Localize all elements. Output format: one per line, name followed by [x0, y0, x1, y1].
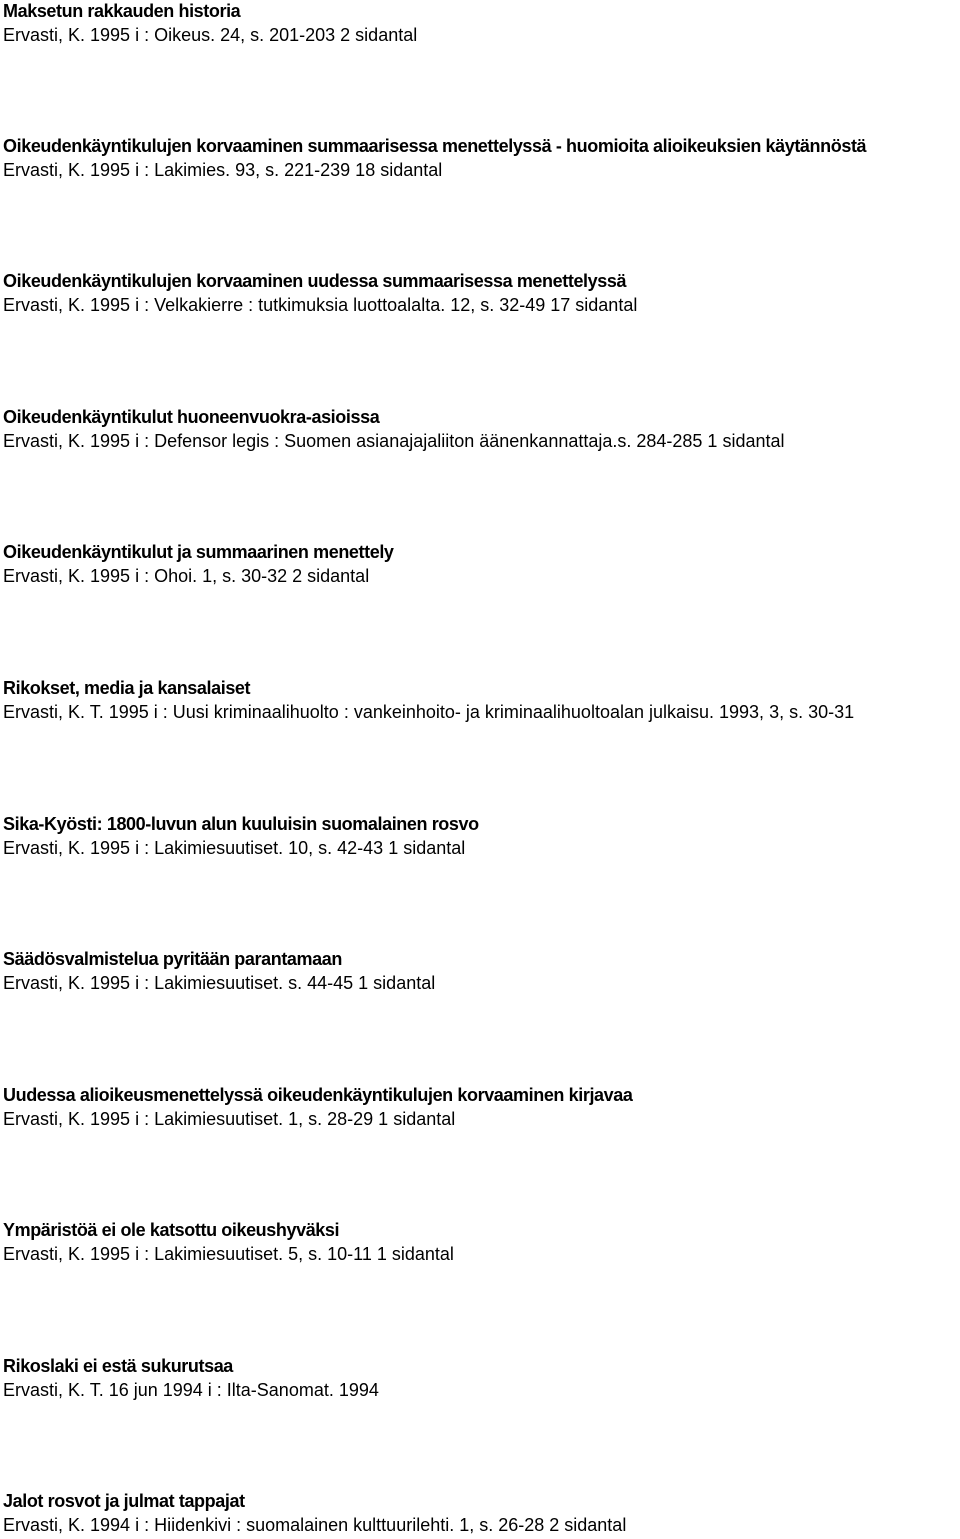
bibliography-entry	[3, 1084, 960, 1130]
entry-title: Ympäristöä ei ole katsottu oikeushyväksi	[3, 1220, 340, 1240]
entry-citation: Ervasti, K. T. 1995 i : Uusi kriminaalihuolto : vankeinhoito- ja kriminaalihuoltoalan julkaisu. 1993, 3, s. 30-31	[3, 702, 855, 722]
entry-citation: Ervasti, K. 1995 i : Lakimiesuutiset. s. 44-45 1 sidantal	[3, 973, 436, 993]
entry-citation: Ervasti, K. 1995 i : Lakimies. 93, s. 221-239 18 sidantal	[3, 160, 443, 180]
entry-title: Jalot rosvot ja julmat tappajat	[3, 1491, 245, 1511]
entry-title: Maksetun rakkauden historia	[3, 1, 241, 21]
bibliography-entry	[3, 813, 960, 859]
bibliography-entry	[3, 1355, 960, 1401]
entry-citation: Ervasti, K. T. 16 jun 1994 i : Ilta-Sanomat. 1994	[3, 1380, 379, 1400]
bibliography-entry	[3, 948, 960, 994]
entry-title: Oikeudenkäyntikulujen korvaaminen uudessa summaarisessa menettelyssä	[3, 271, 627, 291]
entry-citation: Ervasti, K. 1995 i : Lakimiesuutiset. 10, s. 42-43 1 sidantal	[3, 838, 466, 858]
entry-title: Sika-Kyösti: 1800-luvun alun kuuluisin suomalainen rosvo	[3, 814, 479, 834]
bibliography-entry	[3, 541, 960, 587]
entry-citation: Ervasti, K. 1995 i : Oikeus. 24, s. 201-203 2 sidantal	[3, 25, 418, 45]
entry-citation: Ervasti, K. 1995 i : Defensor legis : Suomen asianajajaliiton äänenkannattaja.s. 284-285 1 sidantal	[3, 431, 785, 451]
entry-citation: Ervasti, K. 1995 i : Lakimiesuutiset. 1, s. 28-29 1 sidantal	[3, 1109, 456, 1129]
entry-title: Säädösvalmistelua pyritään parantamaan	[3, 949, 342, 969]
bibliography-entry	[3, 1219, 960, 1265]
entry-citation: Ervasti, K. 1995 i : Velkakierre : tutkimuksia luottoalalta. 12, s. 32-49 17 sidantal	[3, 295, 638, 315]
entry-title: Oikeudenkäyntikulujen korvaaminen summaarisessa menettelyssä - huomioita alioikeuksien käytännöstä	[3, 136, 867, 156]
entry-title: Uudessa alioikeusmenettelyssä oikeudenkäyntikulujen korvaaminen kirjavaa	[3, 1085, 633, 1105]
bibliography-entry	[3, 1490, 960, 1536]
bibliography-entry	[3, 406, 960, 452]
entry-citation: Ervasti, K. 1994 i : Hiidenkivi : suomalainen kulttuurilehti. 1, s. 26-28 2 sidantal	[3, 1515, 627, 1535]
bibliography-entry	[3, 270, 960, 316]
entry-citation: Ervasti, K. 1995 i : Lakimiesuutiset. 5, s. 10-11 1 sidantal	[3, 1244, 454, 1264]
bibliography-entry	[3, 677, 960, 723]
entry-title: Oikeudenkäyntikulut ja summaarinen menettely	[3, 542, 394, 562]
bibliography-entry	[3, 135, 960, 181]
entry-title: Rikokset, media ja kansalaiset	[3, 678, 251, 698]
bibliography-entry	[3, 0, 960, 46]
entry-citation: Ervasti, K. 1995 i : Ohoi. 1, s. 30-32 2 sidantal	[3, 566, 370, 586]
entry-title: Rikoslaki ei estä sukurutsaa	[3, 1356, 233, 1376]
entry-title: Oikeudenkäyntikulut huoneenvuokra-asioissa	[3, 407, 380, 427]
